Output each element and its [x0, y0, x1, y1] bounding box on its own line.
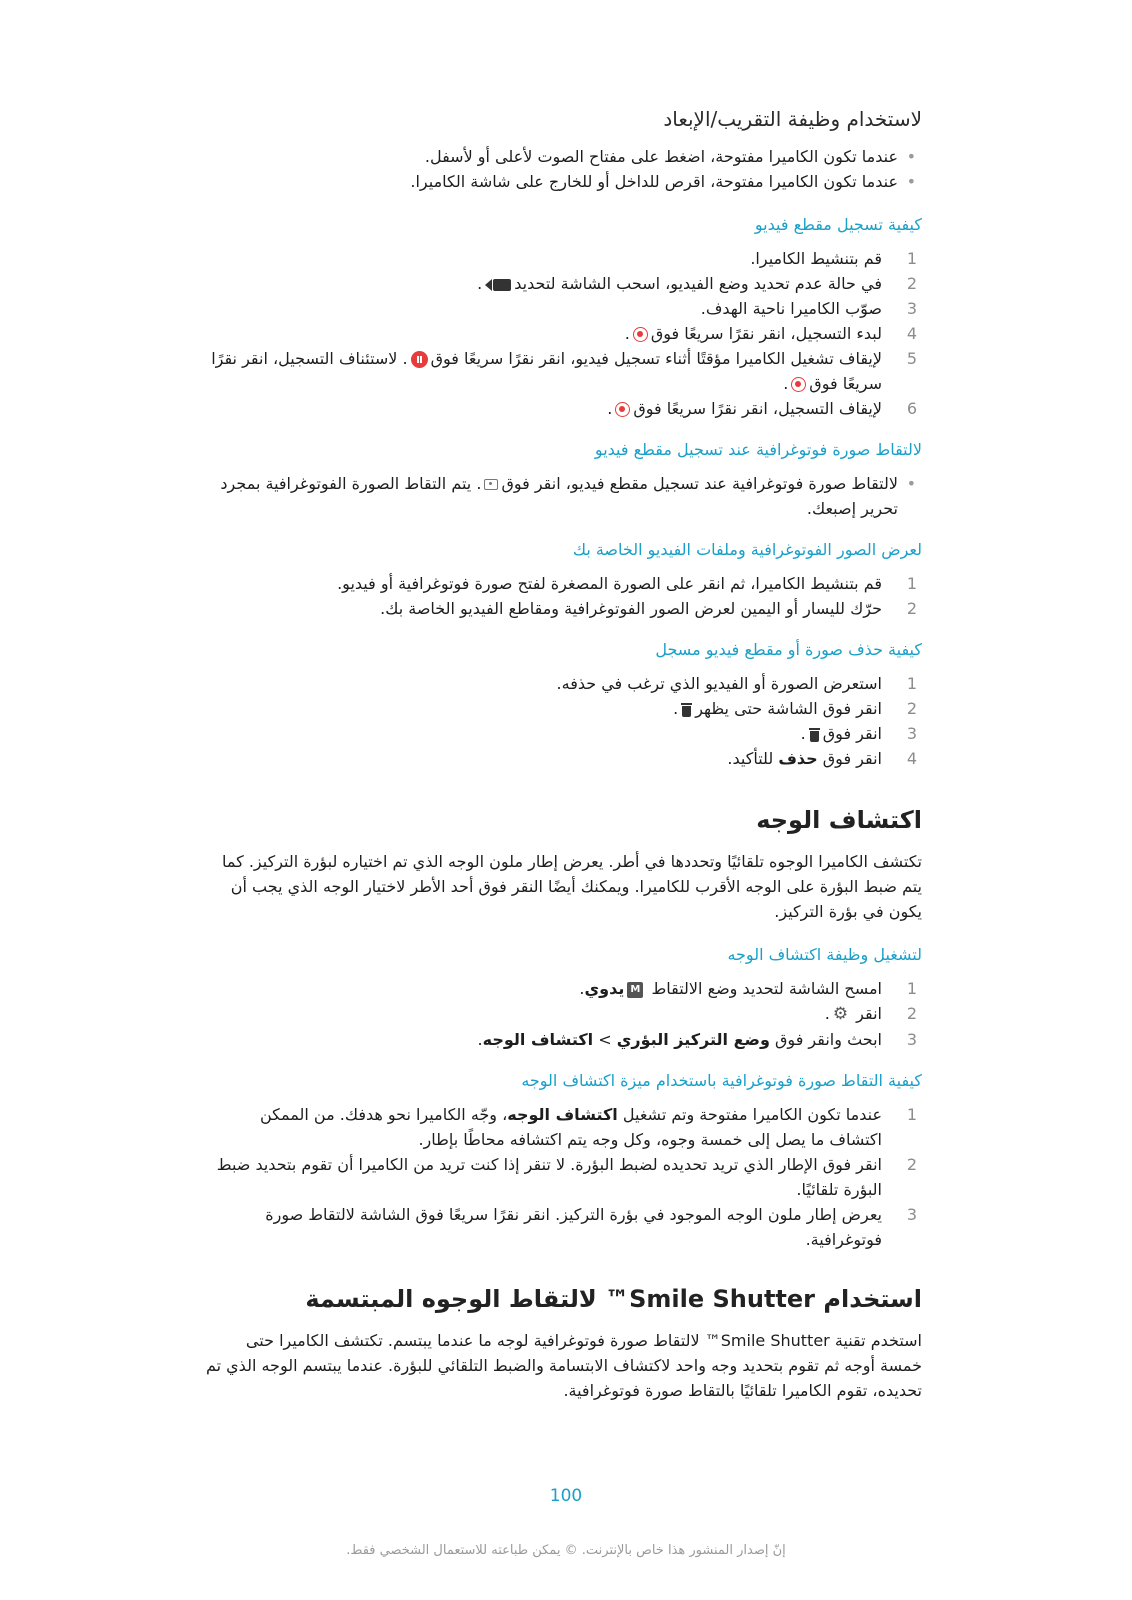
delete-step-3-text: انقر فوق — [822, 724, 882, 743]
record-step-5-middle: . لاستئناف التسجيل، انقر نقرًا سريعًا فوق — [211, 349, 882, 393]
step-period: . — [477, 274, 483, 293]
delete-step-2-text: انقر فوق الشاشة حتى يظهر — [695, 699, 882, 718]
camera-shutter-icon — [484, 479, 498, 490]
face-detection-heading: اكتشاف الوجه — [756, 806, 922, 834]
face-capture-step-3-text: يعرض إطار ملون الوجه الموجود في بؤرة التركيز. انقر نقرًا سريعًا فوق الشاشة لالتقاط صورة فوتوغرافية. — [265, 1205, 882, 1249]
delete-step-1-text: استعرض الصورة أو الفيديو الذي ترغب في حذفه. — [556, 674, 882, 693]
face-enable-step-2-text: انقر — [856, 1004, 882, 1023]
step-number: 1 — [906, 249, 918, 268]
step-period: . — [607, 399, 613, 418]
face-capture-title: كيفية التقاط صورة فوتوغرافية باستخدام ميزة اكتشاف الوجه — [521, 1071, 922, 1090]
delete-step-4-end: للتأكيد. — [727, 749, 774, 768]
step-period: . — [783, 374, 789, 393]
record-step-1-text: قم بتنشيط الكاميرا. — [750, 249, 882, 268]
step-period: . — [800, 724, 806, 743]
pause-icon — [411, 351, 428, 368]
delete-step-4 — [205, 746, 922, 771]
step-number: 2 — [906, 699, 918, 718]
delete-media-steps — [205, 671, 922, 771]
trash-icon — [681, 703, 692, 717]
view-media-title: لعرض الصور الفوتوغرافية وملفات الفيديو الخاصة بك — [572, 540, 922, 559]
face-enable-steps — [205, 976, 922, 1052]
face-enable-step-1-text: امسح الشاشة لتحديد وضع الالتقاط — [651, 979, 882, 998]
record-step-2-text: في حالة عدم تحديد وضع الفيديو، اسحب الشاشة لتحديد — [514, 274, 882, 293]
delete-step-3 — [205, 721, 922, 746]
step-number: 1 — [906, 1105, 918, 1124]
record-step-3 — [205, 296, 922, 321]
record-step-6 — [205, 396, 922, 421]
menu-separator: > — [593, 1030, 617, 1049]
manual-label: يدوي — [584, 979, 625, 998]
step-period: . — [579, 979, 585, 998]
face-detection-label: اكتشاف الوجه — [482, 1030, 594, 1049]
step-period: . — [673, 699, 679, 718]
record-icon — [633, 327, 648, 342]
page-number: 100 — [549, 1486, 583, 1506]
face-enable-step-3-text: ابحث وانقر فوق — [775, 1030, 882, 1049]
step-number: 1 — [906, 979, 918, 998]
step-period: . — [624, 324, 630, 343]
step-number: 1 — [906, 674, 918, 693]
step-period: . — [824, 1004, 830, 1023]
step-number: 3 — [906, 1205, 918, 1224]
record-step-2 — [205, 271, 922, 296]
stop-record-icon — [615, 402, 630, 417]
record-step-3-text: صوّب الكاميرا ناحية الهدف. — [700, 299, 882, 318]
capture-bullet-part1: لالتقاط صورة فوتوغرافية عند تسجيل مقطع فيديو، انقر فوق — [501, 474, 898, 493]
delete-step-4-text: انقر فوق — [822, 749, 882, 768]
view-step-2 — [205, 596, 922, 621]
step-number: 5 — [906, 349, 918, 368]
page-content — [205, 104, 922, 1403]
face-capture-steps — [205, 1102, 922, 1252]
smile-shutter-heading: استخدام Smile Shutter™ لالتقاط الوجوه المبتسمة — [305, 1285, 922, 1313]
delete-step-1 — [205, 671, 922, 696]
record-icon — [791, 377, 806, 392]
step-number: 1 — [906, 574, 918, 593]
face-enable-step-1 — [205, 976, 922, 1001]
record-step-6-text: لإيقاف التسجيل، انقر نقرًا سريعًا فوق — [633, 399, 882, 418]
video-camera-icon — [485, 278, 511, 292]
record-video-title: كيفية تسجيل مقطع فيديو — [754, 215, 922, 234]
face-detection-enable-title: لتشغيل وظيفة اكتشاف الوجه — [727, 945, 922, 964]
capture-bullet-part2: . يتم التقاط الصورة الفوتوغرافية بمجرد تحرير إصبعك. — [220, 474, 898, 518]
step-number: 2 — [906, 274, 918, 293]
focus-mode-label: وضع التركيز البؤري — [616, 1030, 770, 1049]
face-detection-label: اكتشاف الوجه — [507, 1105, 618, 1124]
view-media-steps — [205, 571, 922, 621]
smile-shutter-paragraph: استخدم تقنية Smile Shutter™ لالتقاط صورة فوتوغرافية لوجه ما عندما يبتسم. تكتشف الكاميرا حتى خمسة أوجه ثم تقوم بتحديد وجه واحد لاكتشاف الابتسامة والضبط التلقائي للبؤرة. عندما يبتسم الوجه الذي تم تحديده، تقوم الكاميرا تلقائيًا بالتقاط صورة فوتوغرافية. — [205, 1331, 922, 1400]
face-enable-step-3 — [205, 1027, 922, 1052]
view-step-2-text: حرّك لليسار أو اليمين لعرض الصور الفوتوغرافية ومقاطع الفيديو الخاصة بك. — [380, 599, 882, 618]
face-capture-step-2 — [205, 1152, 922, 1202]
record-step-4 — [205, 321, 922, 346]
step-number: 3 — [906, 724, 918, 743]
record-step-4-text: لبدء التسجيل، انقر نقرًا سريعًا فوق — [650, 324, 882, 343]
step-number: 4 — [906, 749, 918, 768]
step-period: . — [477, 1030, 483, 1049]
capture-while-video-bullet — [205, 471, 922, 521]
face-enable-step-2 — [205, 1001, 922, 1027]
delete-step-2 — [205, 696, 922, 721]
step-number: 2 — [906, 599, 918, 618]
view-step-1 — [205, 571, 922, 596]
gear-icon: ⚙ — [832, 1004, 849, 1024]
view-step-1-text: قم بتنشيط الكاميرا، ثم انقر على الصورة المصغرة لفتح صورة فوتوغرافية أو فيديو. — [337, 574, 882, 593]
face-capture-step-2-text: انقر فوق الإطار الذي تريد تحديده لضبط البؤرة. لا تنقر إذا كنت تريد من الكاميرا أن تقوم بتحديد ضبط البؤرة تلقائيًا. — [216, 1155, 882, 1199]
step-number: 6 — [906, 399, 918, 418]
capture-while-video-bullets — [205, 471, 922, 521]
manual-mode-icon: M — [627, 982, 643, 998]
zoom-bullet-2: • عندما تكون الكاميرا مفتوحة، اقرص للداخل أو للخارج على شاشة الكاميرا. — [205, 169, 922, 194]
face-capture-step-1 — [205, 1102, 922, 1152]
zoom-bullets — [205, 144, 922, 194]
step-number: 3 — [906, 299, 918, 318]
record-step-5 — [205, 346, 922, 396]
face-capture-step-3 — [205, 1202, 922, 1252]
zoom-section-title: لاستخدام وظيفة التقريب/الإبعاد — [663, 107, 922, 131]
record-video-steps — [205, 246, 922, 421]
step-number: 2 — [906, 1155, 918, 1174]
trash-icon — [809, 728, 820, 742]
delete-label: حذف — [778, 749, 818, 768]
face-capture-step-1-end: ، وجّه الكاميرا نحو هدفك. من الممكن اكتشاف ما يصل إلى خمسة وجوه، وكل وجه يتم اكتشافه محاطًا بإطار. — [260, 1105, 882, 1149]
step-number: 2 — [906, 1004, 918, 1023]
record-step-5-text: لإيقاف تشغيل الكاميرا مؤقتًا أثناء تسجيل فيديو، انقر نقرًا سريعًا فوق — [430, 349, 882, 368]
capture-while-video-title: لالتقاط صورة فوتوغرافية عند تسجيل مقطع فيديو — [594, 440, 922, 459]
step-number: 4 — [906, 324, 918, 343]
zoom-bullet-1: • عندما تكون الكاميرا مفتوحة، اضغط على مفتاح الصوت لأعلى أو لأسفل. — [205, 144, 922, 169]
record-step-1 — [205, 246, 922, 271]
delete-media-title: كيفية حذف صورة أو مقطع فيديو مسجل — [655, 640, 922, 659]
footer-note: إنّ إصدار المنشور هذا خاص بالإنترنت. © يمكن طباعته للاستعمال الشخصي فقط. — [346, 1543, 786, 1558]
face-detection-paragraph: تكتشف الكاميرا الوجوه تلقائيًا وتحددها في أطر. يعرض إطار ملون الوجه الذي تم اختياره لبؤرة التركيز. كما يتم ضبط البؤرة على الوجه الأقرب للكاميرا. ويمكنك أيضًا النقر فوق أحد الأطر لاختيار الوجه الذي يجب أن يكون في بؤرة التركيز. — [222, 852, 922, 921]
face-capture-step-1-text: عندما تكون الكاميرا مفتوحة وتم تشغيل — [622, 1105, 882, 1124]
step-number: 3 — [906, 1030, 918, 1049]
